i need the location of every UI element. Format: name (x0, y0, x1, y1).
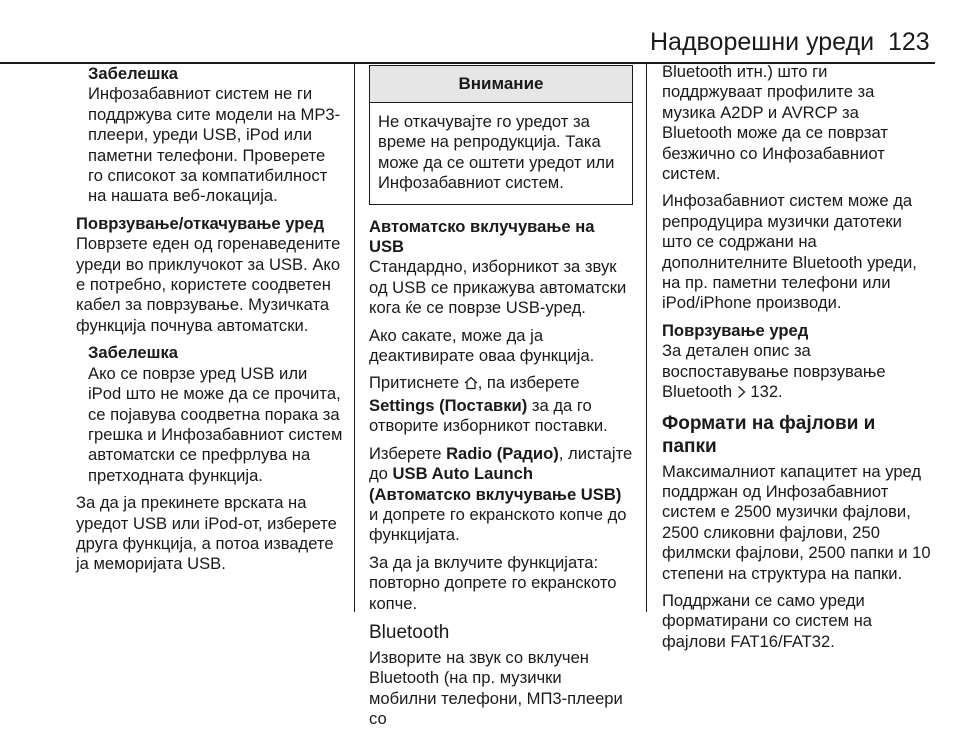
paragraph-connect: Поврзете еден од горенаведените уреди во приклучокот за USB. Ако е потребно, користете соодветен кабел за поврзување. Музичката функција почнува автоматски. (76, 234, 341, 335)
warning-text: Не откачувајте го уредот за време на репродукција. Така може да се оштети уредот или Инфозабавниот систем. (378, 112, 615, 193)
menu-reference-settings: Settings (Поставки) (369, 395, 528, 415)
section-heading-formats: Формати на фајлови и папки (662, 412, 876, 457)
paragraph: Стандардно, изборникот за звук од USB се прикажува автоматски кога ќе се поврзе USB-уред. (369, 257, 627, 318)
text-run: Изберете (369, 443, 442, 463)
text-run: , па изберете (477, 373, 580, 393)
text-run: за да го отворите изборникот поставки. (369, 395, 608, 436)
page-reference-icon (737, 384, 746, 404)
section-heading-connect-device: Поврзување уред (662, 320, 809, 340)
paragraph-bluetooth-cont: Bluetooth итн.) што ги поддржуваат профилите за музика A2DP и AVRCP за Bluetooth може да се поврзат безжично со Инфозабавниот систем. (662, 62, 888, 184)
text-run: и допрете го екранското копче до функцијата. (369, 504, 627, 545)
paragraph: Инфозабавниот систем може да репродуцира музички датотеки што се содржани на дополнителните Bluetooth уреди, на пр. паметни телефони или iPod/iPhone производи. (662, 191, 917, 313)
menu-reference-radio: Radio (Радио) (446, 443, 559, 463)
column-3 (662, 62, 932, 659)
paragraph-bluetooth: Изворите на звук со вклучен Bluetooth (на пр. музички мобилни телефони, МП3-плеери со (369, 647, 623, 729)
note-text: Инфозабавниот систем не ги поддржува сите модели на MP3-плеери, уреди USB, iPod или паметни телефони. Проверете го списокот за компатибилност на нашата веб-локација. (88, 84, 341, 206)
paragraph-connect-device (662, 341, 932, 404)
page-number: 123 (888, 28, 930, 56)
column-2 (369, 62, 633, 737)
column-divider-1 (354, 62, 355, 612)
paragraph-settings (369, 373, 633, 436)
text-run: , листајте до (369, 443, 633, 484)
section-heading-connect: Поврзување/откачување уред (76, 213, 325, 233)
paragraph: За да ја вклучите функцијата: повторно допрете го екранското копче. (369, 552, 617, 613)
column-1 (76, 62, 344, 582)
column-divider-2 (646, 62, 647, 612)
note-block-2 (88, 343, 344, 486)
section-heading-bluetooth: Bluetooth (369, 621, 450, 643)
warning-title: Внимание (370, 66, 632, 103)
paragraph: Максималниот капацитет на уред поддржан од Инфозабавниот систем е 2500 музички фајлови, 2500 сликовни фајлови, 250 филмски фајлови, 2500 папки и 10 степени на структура на папки. (662, 461, 931, 583)
text-run: За детален опис за воспоставување поврзување Bluetooth (662, 341, 886, 402)
home-icon (464, 375, 478, 395)
paragraph-disconnect: За да ја прекинете врската на уредот USB или iPod-от, изберете друга функција, а потоа извадете ја меморијата USB. (76, 493, 337, 574)
note-title: Забелешка (88, 343, 179, 363)
paragraph: Поддржани се само уреди форматирани со систем на фајлови FAT16/FAT32. (662, 590, 872, 651)
menu-reference-usb-auto-launch: USB Auto Launch (Автоматско вклучување USB) (369, 464, 622, 504)
warning-box (369, 65, 633, 205)
paragraph-radio (369, 444, 633, 546)
note-text: Ако се поврзе уред USB или iPod што не може да се прочита, се појавува соодветна порака за грешка и Инфозабавниот систем автоматски се префрлува на претходната функција. (88, 363, 343, 485)
text-run: Притиснете (369, 373, 460, 393)
page-header (0, 22, 960, 62)
section-heading-autostart: Автоматско вклучување на USB (369, 216, 595, 257)
paragraph: Ако сакате, може да ја деактивирате оваа функција. (369, 325, 595, 366)
note-block-1 (88, 64, 344, 207)
page-title: Надворешни уреди (650, 28, 875, 56)
note-title: Забелешка (88, 64, 179, 83)
page-reference[interactable]: 132. (750, 382, 783, 402)
